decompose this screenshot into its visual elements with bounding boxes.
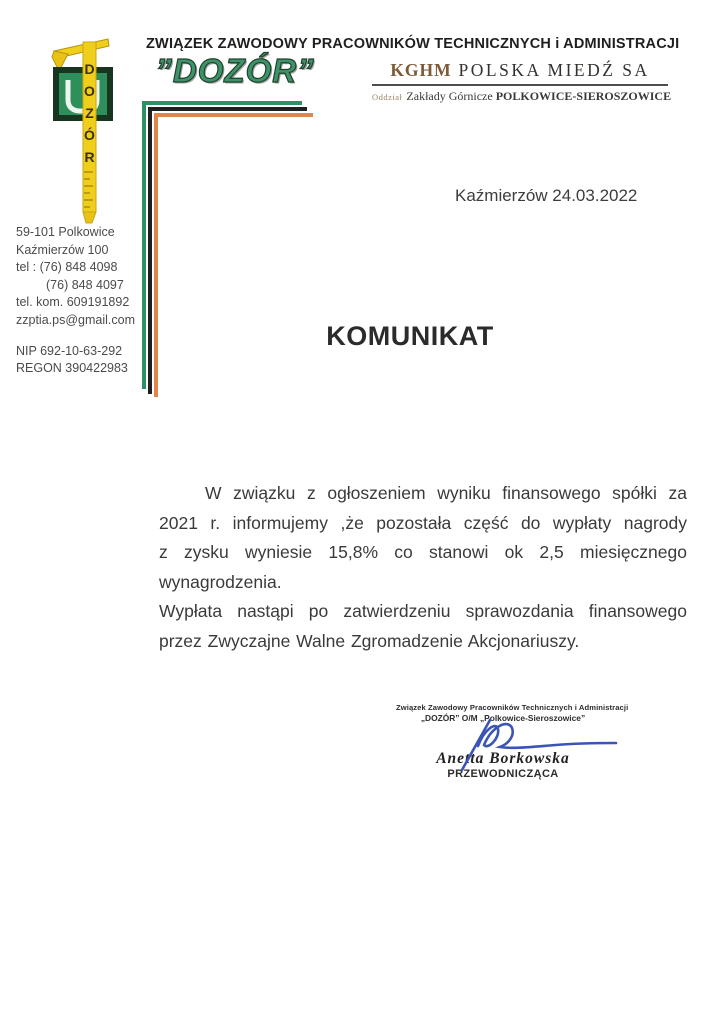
body-line: z zysku wyniesie 15,8% co stanowi ok 2,5 miesięcznego bbox=[159, 542, 687, 562]
place-date-line: Kaźmierzów 24.03.2022 bbox=[455, 186, 638, 205]
branch-plain: Zakłady Górnicze bbox=[406, 89, 496, 103]
signature-stamp-line-2: „DOZÓR” O/M „Polkowice-Sieroszowice” bbox=[420, 713, 586, 723]
body-line: W związku z ogłoszeniem wyniku finansowego spółki za bbox=[205, 483, 687, 503]
caliper-logo-icon bbox=[46, 26, 118, 226]
contact-block bbox=[16, 224, 135, 378]
union-name-header: ZWIĄZEK ZAWODOWY PRACOWNIKÓW TECHNICZNYCH i ADMINISTRACJI bbox=[146, 36, 680, 52]
kghm-brand: KGHM bbox=[390, 60, 452, 80]
contact-nip-line: NIP 692-10-63-292 bbox=[16, 343, 123, 358]
logo-letter: Ó bbox=[84, 127, 95, 143]
branch-line bbox=[372, 89, 672, 104]
contact-phone-line: tel : (76) 848 4098 bbox=[16, 260, 118, 275]
logo-letter: Z bbox=[85, 105, 94, 121]
page-title: KOMUNIKAT bbox=[326, 321, 494, 351]
body-line: przez Zwyczajne Walne Zgromadzenie Akcjonariuszy. bbox=[159, 630, 580, 651]
dozor-wordmark: ”DOZÓR” bbox=[155, 52, 315, 89]
body-line: Wypłata nastąpi po zatwierdzeniu sprawozdania finansowego bbox=[159, 601, 687, 621]
letter-body bbox=[159, 479, 687, 656]
branch-label: Oddział bbox=[372, 92, 403, 102]
company-name-line bbox=[372, 60, 668, 86]
company-name-rest: POLSKA MIEDŹ SA bbox=[451, 60, 650, 80]
logo-letter: O bbox=[84, 83, 95, 99]
body-line: 2021 r. informujemy ,że pozostała część do wypłaty nagrody bbox=[159, 512, 687, 533]
signatory-role: PRZEWODNICZĄCA bbox=[447, 768, 559, 780]
logo-letter: D bbox=[84, 61, 95, 77]
body-line: wynagrodzenia. bbox=[159, 571, 282, 592]
company-header-block bbox=[372, 60, 672, 104]
signature-stamp-line-1: Związek Zawodowy Pracowników Technicznych i Administracji bbox=[396, 703, 629, 712]
signatory-name: Anetta Borkowska bbox=[436, 750, 570, 767]
contact-email-line: zzptia.ps@gmail.com bbox=[16, 312, 135, 327]
corner-stripe-orange bbox=[154, 113, 313, 397]
contact-address-line: 59-101 Polkowice bbox=[16, 225, 115, 239]
logo-letter: R bbox=[84, 149, 95, 165]
signature-block bbox=[396, 703, 629, 780]
contact-regon-line: REGON 390422983 bbox=[16, 361, 128, 376]
contact-mobile-line: tel. kom. 609191892 bbox=[16, 295, 130, 310]
contact-address-line: Kaźmierzów 100 bbox=[16, 242, 109, 257]
branch-name: POLKOWICE-SIEROSZOWICE bbox=[495, 89, 672, 103]
contact-phone-line: (76) 848 4097 bbox=[46, 277, 124, 292]
